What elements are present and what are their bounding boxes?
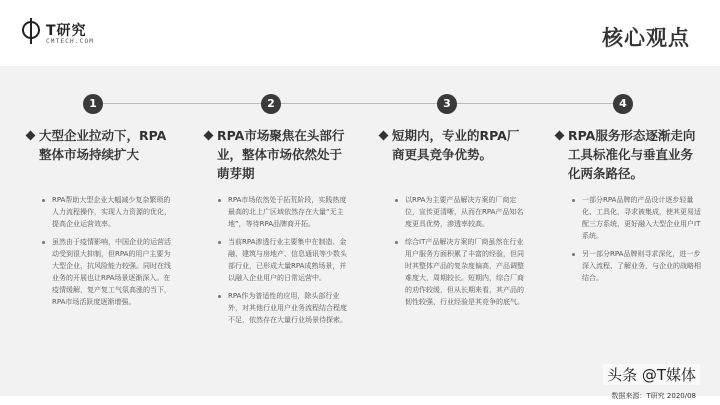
column-1-heading-block [27,126,167,164]
bullet-text: 以RPA为主要产品解决方案的厂商定位，宣传更清晰，从而在RPA产品知名度更具优势，渗透率较高。 [405,196,524,228]
list-item [42,236,172,308]
list-item [395,236,525,308]
column-heading [205,126,345,183]
list-item [572,248,702,284]
logo-subtitle: CMTECH.COM [46,38,95,45]
list-item [218,194,348,230]
bullet-text: RPA市场依然处于拓荒阶段，实践热度最高的北上广区域依然存在大量“无主地”，等待RPA品牌商开拓。 [228,196,347,228]
column-heading-text: RPA服务形态逐渐走向工具标准化与垂直业务化两条路径。 [568,128,696,181]
column-heading [556,126,696,183]
step-number-4: 4 [613,94,633,114]
bullet-text: RPA作为普适性的应用，除头部行业外，对其他行业用户业务流程结合程度不足，依然存在大量行业场景待探索。 [228,292,347,324]
column-3-heading-block [380,126,520,164]
page-title: 核心观点 [602,26,690,50]
list-item [572,194,702,242]
column-heading-text: RPA市场聚焦在头部行业，整体市场依然处于萌芽期 [217,128,345,181]
column-2-heading-block [205,126,345,183]
column-4-heading-block [556,126,696,183]
list-item [42,194,172,230]
logo-name: T研究 [46,23,87,39]
bullet-text: 当前RPA渗透行业主要集中在制造、金融、建筑与房地产、信息通讯等少数头部行业，已形成大量RPA成熟场景，并以融入企业用户的日常运营中。 [228,238,347,282]
step-number-3: 3 [437,94,457,114]
column-heading-text: 短期内，专业的RPA厂商更具竞争优势。 [392,128,520,162]
list-item [395,194,525,230]
list-item [218,290,348,326]
bullet-dot-icon [218,241,221,244]
logo [20,18,130,50]
diamond-bullet-icon [204,131,214,141]
bullet-dot-icon [572,199,575,202]
bullet-dot-icon [42,241,45,244]
diamond-bullet-icon [379,131,389,141]
watermark: 头条 @T媒体 [603,364,700,385]
column-heading-text: 大型企业拉动下，RPA整体市场持续扩大 [39,128,167,162]
diamond-bullet-icon [26,131,36,141]
bullet-text: RPA帮助大型企业大幅减少复杂繁琐的人力流程操作，实现人力资源的优化，提高企业运营效率。 [52,196,171,228]
column-2-bullets [218,194,348,332]
bullet-dot-icon [572,253,575,256]
diamond-bullet-icon [555,131,565,141]
bullet-dot-icon [42,199,45,202]
bullet-dot-icon [395,199,398,202]
column-heading [27,126,167,164]
column-1-bullets [42,194,172,314]
bullet-text: 虽然由于疫情影响，中国企业的运营活动受到很大抑制，但RPA的用户主要为大型企业，抗风险能力较强。同时在线业务的开展也让RPA场景逐渐深入。在疫情缓解，复产复工气氛高涨的当下，RPA市场活跃度逐渐增强。 [52,238,171,306]
bullet-dot-icon [395,241,398,244]
step-number-2: 2 [261,94,281,114]
list-item [218,236,348,284]
bullet-dot-icon [218,199,221,202]
column-4-bullets [572,194,702,290]
column-3-bullets [395,194,525,314]
source-note: 数据来源：T研究 2020/08 [611,392,696,400]
step-number-1: 1 [83,94,103,114]
bullet-text: 另一部分RPA品牌则寻求深化，进一步深入流程、了解业务，与企业的战略相结合。 [582,250,701,282]
header [0,0,720,66]
bullet-dot-icon [218,295,221,298]
logo-mark-icon [20,18,42,44]
timeline-connector [95,103,625,104]
bullet-text: 一部分RPA品牌的产品设计逐步轻量化、工具化，寻求被集成，使其更易适配三方系统，更好融入大型企业用户IT系统。 [582,196,701,240]
bullet-text: 综合IT产品解决方案的厂商虽然在行业用户服务方面积累了丰富的经验，但同时其整体产品的复杂度偏高，产品调整难度大，周期较长。短期内，综合厂商的劝作较缓，但从长期来看，其产品的韧性较强，行业经验是其竞争的底气。 [405,238,524,306]
column-heading [380,126,520,164]
